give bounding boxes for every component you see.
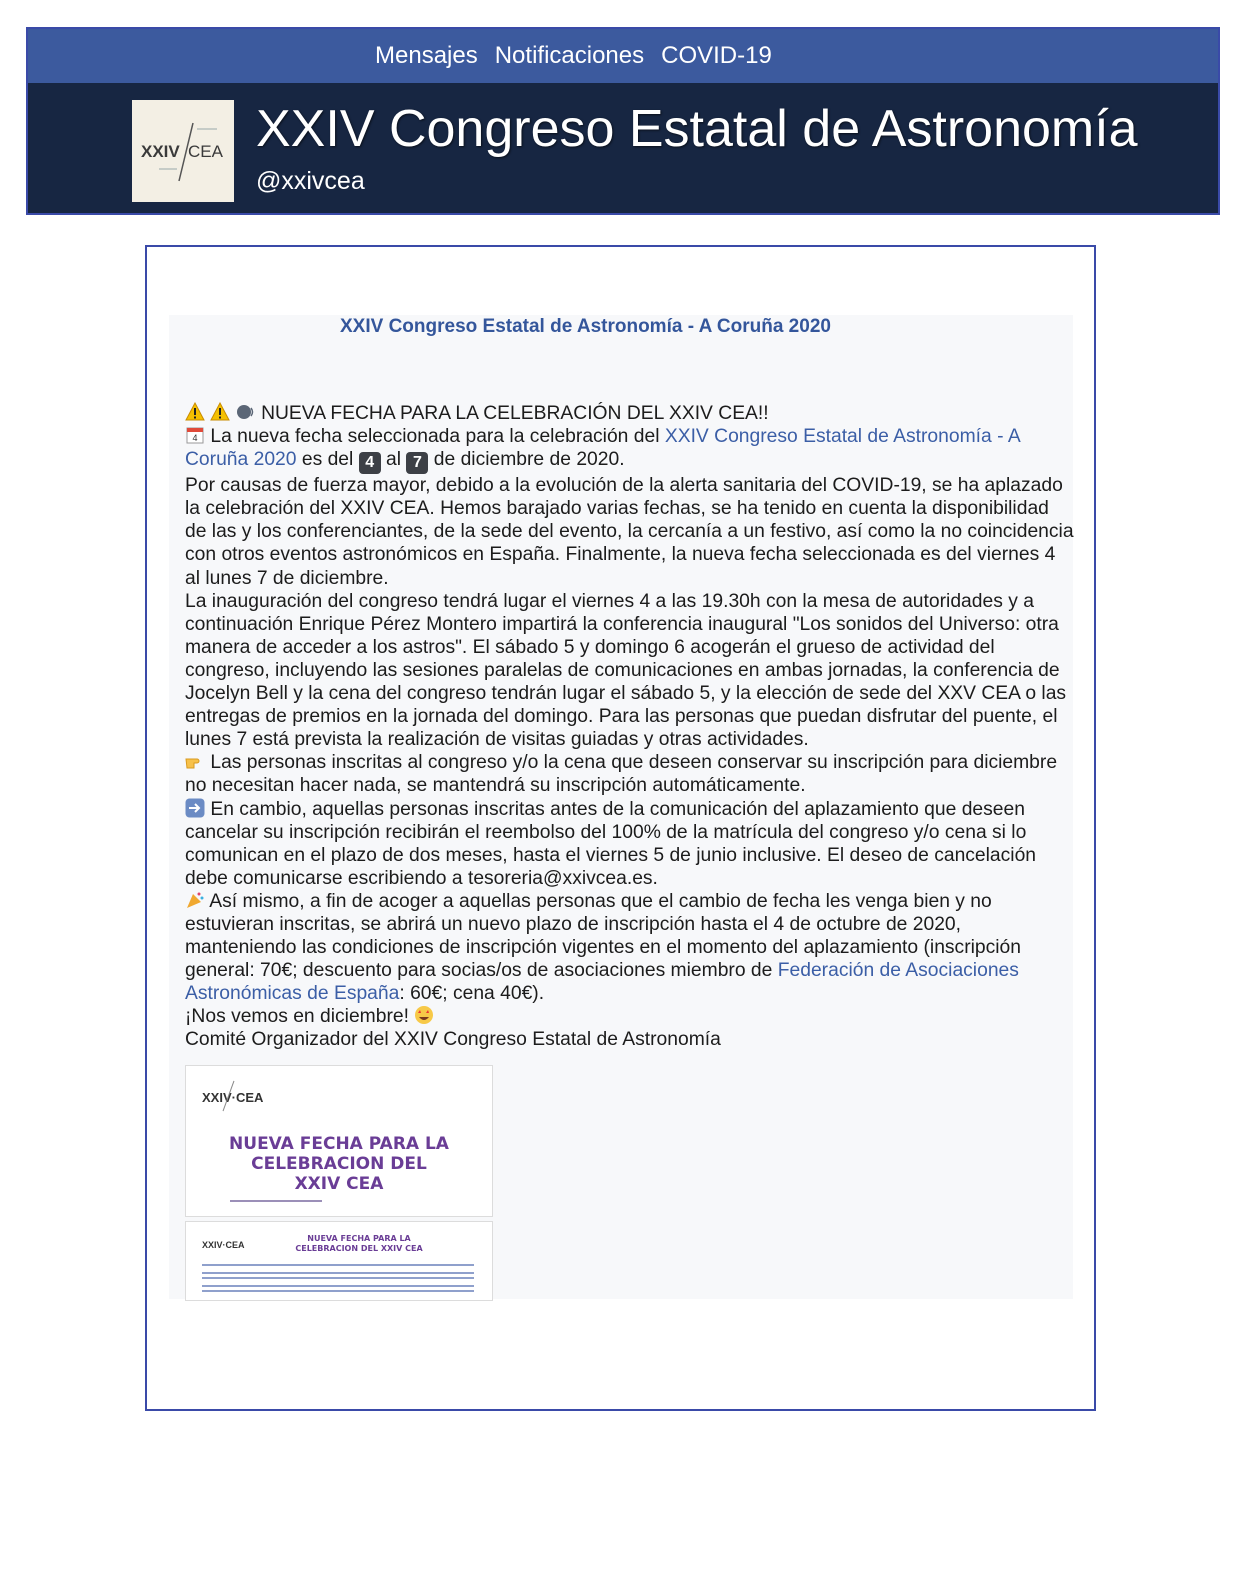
- date-al: al: [386, 449, 402, 471]
- cea-logo-icon: [135, 103, 231, 199]
- post-paragraph-5a: Así mismo, a fin de acoger a aquellas personas que el cambio de fecha les venga bien y no estuvieran inscritas, se abrirá un nuevo plazo de inscripción hasta el 4 de octubre de 2020, manteniendo las condiciones de inscripción vigentes en el momento del aplazamiento (inscripción general: 70€; descuento para socias/os de asociaciones miembro de: [185, 890, 1021, 982]
- top-nav: [28, 29, 1218, 83]
- post-headline-line: [185, 402, 1075, 425]
- image-2-text-line: [202, 1285, 474, 1287]
- post-body: [185, 402, 1075, 1052]
- day-start-badge: 4: [359, 452, 381, 474]
- event-link[interactable]: XXIV Congreso Estatal de Astronomía - A Coruña 2020: [185, 426, 1020, 471]
- image-1-divider: [230, 1200, 322, 1202]
- image-2-text-line: [202, 1264, 474, 1266]
- image-2-text-line: [202, 1277, 474, 1279]
- nav-link-covid[interactable]: COVID-19: [661, 42, 772, 69]
- image-2-text-line: [202, 1290, 474, 1292]
- day-end-badge: 7: [406, 452, 428, 474]
- image-2-headline-line: CELEBRACION DEL XXIV CEA: [295, 1244, 423, 1253]
- post-card: [145, 245, 1096, 1411]
- image-1-headline-line: NUEVA FECHA PARA LA: [229, 1134, 449, 1154]
- warning-icon: [210, 402, 230, 422]
- image-1-headline: [186, 1134, 492, 1194]
- image-2-headline: [186, 1234, 492, 1254]
- post-image-1[interactable]: [185, 1065, 493, 1217]
- post-paragraph-4-line: [185, 798, 1075, 890]
- profile-handle: @xxivcea: [256, 167, 365, 195]
- nav-link-mensajes[interactable]: Mensajes: [375, 42, 478, 69]
- post-paragraph-5b: : 60€; cena 40€).: [399, 983, 545, 1005]
- star-struck-icon: [414, 1005, 434, 1025]
- image-2-logo: XXIV·CEA: [202, 1240, 245, 1250]
- date-end: de diciembre de 2020.: [433, 449, 625, 471]
- post-image-2[interactable]: [185, 1221, 493, 1301]
- post-headline: NUEVA FECHA PARA LA CELEBRACIÓN DEL XXIV CEA!!: [261, 403, 769, 424]
- federation-link[interactable]: Federación de Asociaciones Astronómicas de España: [185, 960, 1019, 1005]
- post-paragraph-3-line: [185, 751, 1075, 797]
- post-paragraph-1: Por causas de fuerza mayor, debido a la evolución de la alerta sanitaria del COVID-19, se ha aplazado la celebración del XXIV CEA. Hemos barajado varias fechas, se ha tenido en cuenta la disponibilidad de las y los conferenciantes, de la sede del evento, la cercanía a un festivo, así como la no coincidencia con otros eventos astronómicos en España. Finalmente, la nueva fecha seleccionada es del viernes 4 al lunes 7 de diciembre.: [185, 475, 1074, 589]
- warning-icon: [185, 402, 205, 422]
- calendar-icon: [185, 425, 205, 445]
- right-arrow-icon: [185, 798, 205, 818]
- post-paragraph-2: La inauguración del congreso tendrá lugar el viernes 4 a las 19.30h con la mesa de autoridades y a continuación Enrique Pérez Montero impartirá la conferencia inaugural "Los sonidos del Universo: otra manera de acceder a los astros". El sábado 5 y domingo 6 acogerán el grueso de actividad del congreso, incluyendo las sesiones paralelas de comunicaciones en ambas jornadas, la conferencia de Jocelyn Bell y la cena del congreso tendrán lugar el sábado 5, y la elección de sede del XXV CEA o las entregas de premios en la jornada del domingo. Para las personas que puedan disfrutar del puente, el lunes 7 está prevista la realización de visitas guiadas y otras actividades.: [185, 590, 1067, 751]
- post-signature: Comité Organizador del XXIV Congreso Estatal de Astronomía: [185, 1029, 721, 1051]
- nav-link-notificaciones[interactable]: Notificaciones: [494, 42, 645, 69]
- speaking-head-icon: [236, 402, 256, 422]
- profile-name: XXIV Congreso Estatal de Astronomía: [256, 100, 1138, 158]
- image-2-text-line: [202, 1272, 474, 1274]
- date-mid: es del: [301, 449, 354, 471]
- party-popper-icon: [185, 890, 205, 910]
- nav-links: [375, 42, 772, 70]
- svg-text:CEA: CEA: [188, 142, 223, 161]
- post-date-line: [185, 425, 1075, 474]
- image-2-headline-line: NUEVA FECHA PARA LA: [307, 1234, 411, 1243]
- post-paragraph-3: Las personas inscritas al congreso y/o la cena que deseen conservar su inscripción para diciembre no necesitan hacer nada, se mantendrá su inscripción automáticamente.: [185, 752, 1058, 797]
- post-closing-line: [185, 1005, 1075, 1028]
- post-closing: ¡Nos vemos en diciembre!: [185, 1006, 409, 1028]
- pointing-hand-icon: [185, 751, 205, 771]
- svg-text:4: 4: [192, 433, 198, 444]
- image-1-headline-line: XXIV CEA: [294, 1174, 384, 1194]
- date-intro: La nueva fecha seleccionada para la celebración del: [210, 426, 660, 448]
- svg-text:XXIV: XXIV: [141, 142, 180, 161]
- post-title[interactable]: XXIV Congreso Estatal de Astronomía - A Coruña 2020: [340, 316, 831, 337]
- profile-logo[interactable]: [132, 100, 234, 202]
- post-paragraph-5-line: [185, 890, 1075, 1005]
- image-1-headline-line: CELEBRACION DEL: [251, 1154, 427, 1174]
- post-paragraph-4: En cambio, aquellas personas inscritas antes de la comunicación del aplazamiento que deseen cancelar su inscripción recibirán el reembolso del 100% de la matrícula del congreso y/o cena si lo comunican en el plazo de dos meses, hasta el viernes 5 de junio inclusive. El deseo de cancelación debe comunicarse escribiendo a tesoreria@xxivcea.es.: [185, 798, 1037, 889]
- page-header: [26, 27, 1220, 215]
- image-1-logo: XXIV·CEA: [202, 1090, 264, 1105]
